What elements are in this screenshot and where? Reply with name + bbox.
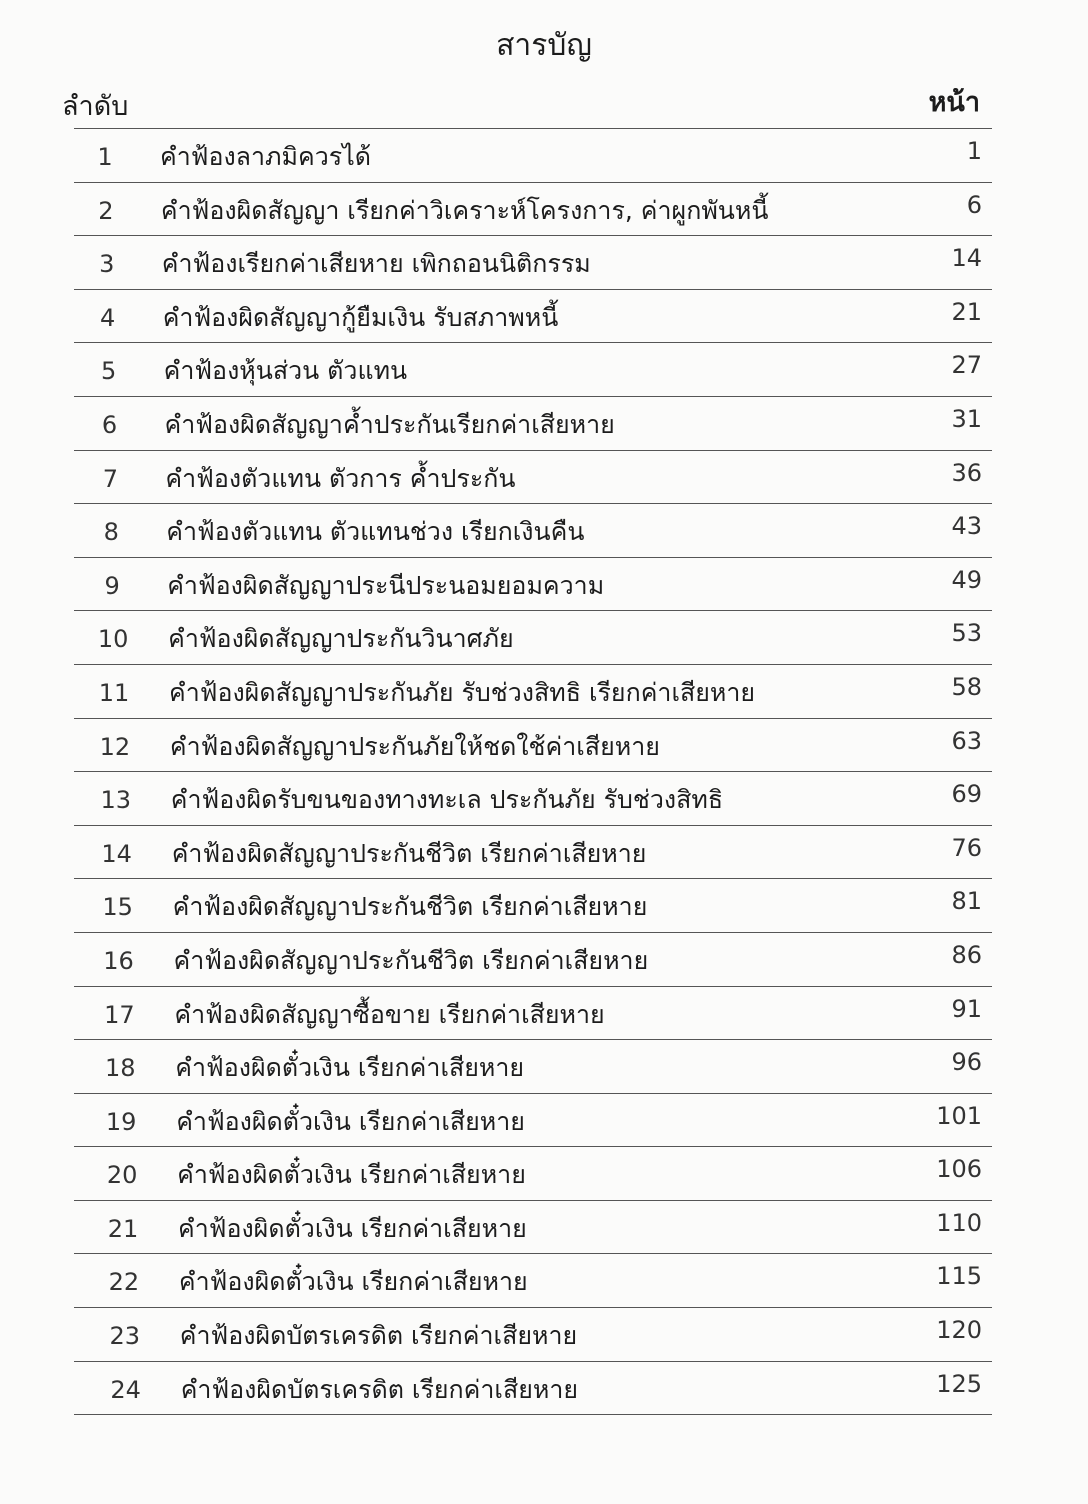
toc-entry [74, 1039, 992, 1093]
entry-title: คำฟ้องผิดตั๋วเงิน เรียกค่าเสียหาย [177, 1160, 526, 1190]
entry-page: 101 [936, 1101, 982, 1130]
entry-number: 23 [109, 1322, 141, 1351]
entry-title: คำฟ้องลาภมิควรได้ [160, 142, 371, 171]
entry-number: 11 [98, 678, 130, 707]
entry-number: 21 [107, 1214, 139, 1243]
entry-number: 15 [102, 893, 133, 922]
entry-number: 16 [103, 946, 134, 975]
entry-number: 10 [97, 625, 129, 654]
entry-number: 12 [99, 732, 131, 761]
entry-title: คำฟ้องผิดสัญญาประกันชีวิต เรียกค่าเสียหาย [171, 838, 647, 868]
entry-page: 21 [951, 297, 982, 326]
toc-entry [74, 1307, 992, 1361]
page-column-header: หน้า [928, 87, 980, 118]
entry-number: 7 [102, 464, 119, 493]
toc-entry [74, 128, 992, 182]
entry-page: 43 [951, 512, 982, 541]
entry-number: 6 [101, 410, 118, 439]
toc-entry [74, 1253, 992, 1307]
toc-entry [74, 878, 992, 932]
toc-entry [74, 771, 992, 825]
entry-title: คำฟ้องผิดบัตรเครดิต เรียกค่าเสียหาย [179, 1321, 578, 1351]
toc-entry [74, 932, 992, 986]
entry-page: 53 [951, 619, 982, 648]
entry-title: คำฟ้องผิดบัตรเครดิต เรียกค่าเสียหาย [180, 1374, 579, 1404]
toc-entry [74, 342, 992, 396]
entry-title: คำฟ้องผิดสัญญากู้ยืมเงิน รับสภาพหนี้ [162, 302, 559, 332]
entry-page: 31 [951, 404, 982, 433]
entry-number: 9 [104, 571, 120, 600]
entry-page: 110 [936, 1208, 982, 1237]
entry-number: 1 [97, 143, 113, 171]
entry-number: 22 [108, 1268, 140, 1297]
toc-entry [74, 503, 992, 557]
entry-page: 36 [951, 458, 982, 487]
entry-page: 120 [936, 1316, 982, 1345]
entry-page: 14 [951, 244, 982, 273]
entry-title: คำฟ้องผิดสัญญาประกันชีวิต เรียกค่าเสียหาย [173, 945, 649, 975]
entry-page: 81 [951, 887, 982, 916]
toc-entry [74, 1093, 992, 1147]
toc-entry [74, 986, 992, 1040]
entry-number: 20 [106, 1161, 138, 1190]
page-title: สารบัญ [496, 28, 592, 63]
table-of-contents [74, 128, 992, 1415]
entry-title: คำฟ้องผิดตั๋วเงิน เรียกค่าเสียหาย [178, 1213, 527, 1243]
entry-number: 19 [105, 1107, 137, 1136]
entry-page: 86 [951, 940, 982, 969]
entry-title: คำฟ้องผิดตั๋วเงิน เรียกค่าเสียหาย [178, 1267, 528, 1297]
entry-number: 3 [99, 250, 115, 279]
toc-entry [74, 1146, 992, 1200]
entry-title: คำฟ้องผิดสัญญาประกันภัย รับช่วงสิทธิ เรียกค่าเสียหาย [169, 677, 756, 707]
order-column-header: ลำดับ [62, 91, 129, 122]
entry-title: คำฟ้องผิดสัญญา เรียกค่าวิเคราะห์โครงการ, ค่าผูกพันหนี้ [160, 195, 769, 225]
toc-entry [74, 289, 992, 343]
toc-entry [74, 450, 992, 504]
entry-page: 115 [936, 1262, 982, 1291]
toc-entry [74, 396, 992, 450]
entry-title: คำฟ้องผิดสัญญาประกันชีวิต เรียกค่าเสียหาย [172, 892, 648, 922]
entry-page: 125 [936, 1369, 982, 1398]
toc-entry [74, 557, 992, 611]
entry-page: 58 [951, 672, 982, 701]
entry-title: คำฟ้องเรียกค่าเสียหาย เพิกถอนนิติกรรม [161, 249, 591, 279]
toc-entry [74, 718, 992, 772]
toc-entry [74, 235, 992, 289]
entry-title: คำฟ้องผิดรับขนของทางทะเล ประกันภัย รับช่วงสิทธิ [170, 785, 724, 815]
toc-entry [74, 610, 992, 664]
entry-title: คำฟ้องตัวแทน ตัวการ ค้ำประกัน [165, 463, 516, 493]
entry-page: 63 [951, 726, 982, 755]
entry-number: 17 [104, 1000, 135, 1029]
entry-page: 6 [966, 190, 982, 219]
entry-page: 69 [951, 780, 982, 809]
entry-number: 8 [103, 518, 119, 547]
entry-number: 14 [101, 839, 132, 868]
entry-title: คำฟ้องผิดสัญญาค้ำประกันเรียกค่าเสียหาย [164, 409, 615, 439]
entry-page: 91 [951, 994, 982, 1023]
entry-number: 24 [110, 1375, 141, 1404]
entry-title: คำฟ้องผิดตั๋วเงิน เรียกค่าเสียหาย [176, 1106, 525, 1136]
entry-title: คำฟ้องผิดสัญญาประนีประนอมยอมความ [167, 570, 605, 600]
entry-page: 27 [951, 351, 982, 380]
toc-entry [74, 1361, 992, 1416]
entry-number: 13 [100, 786, 132, 815]
entry-title: คำฟ้องผิดตั๋วเงิน เรียกค่าเสียหาย [175, 1053, 525, 1083]
entry-number: 2 [98, 196, 114, 225]
entry-number: 5 [100, 357, 117, 386]
entry-title: คำฟ้องตัวแทน ตัวแทนช่วง เรียกเงินคืน [166, 517, 585, 547]
entry-page: 1 [966, 137, 982, 165]
entry-number: 4 [100, 303, 116, 332]
toc-entry [74, 825, 992, 879]
entry-page: 96 [951, 1048, 982, 1077]
toc-entry [74, 664, 992, 718]
toc-entry [74, 182, 992, 236]
entry-number: 18 [105, 1054, 136, 1083]
entry-title: คำฟ้องผิดสัญญาซื้อขาย เรียกค่าเสียหาย [174, 999, 605, 1029]
entry-title: คำฟ้องผิดสัญญาประกันภัยให้ชดใช้ค่าเสียหาย [169, 731, 660, 761]
entry-title: คำฟ้องหุ้นส่วน ตัวแทน [163, 356, 408, 386]
toc-entry [74, 1200, 992, 1254]
entry-page: 76 [951, 833, 982, 862]
entry-title: คำฟ้องผิดสัญญาประกันวินาศภัย [168, 624, 514, 654]
entry-page: 49 [951, 565, 982, 594]
entry-page: 106 [936, 1155, 982, 1184]
